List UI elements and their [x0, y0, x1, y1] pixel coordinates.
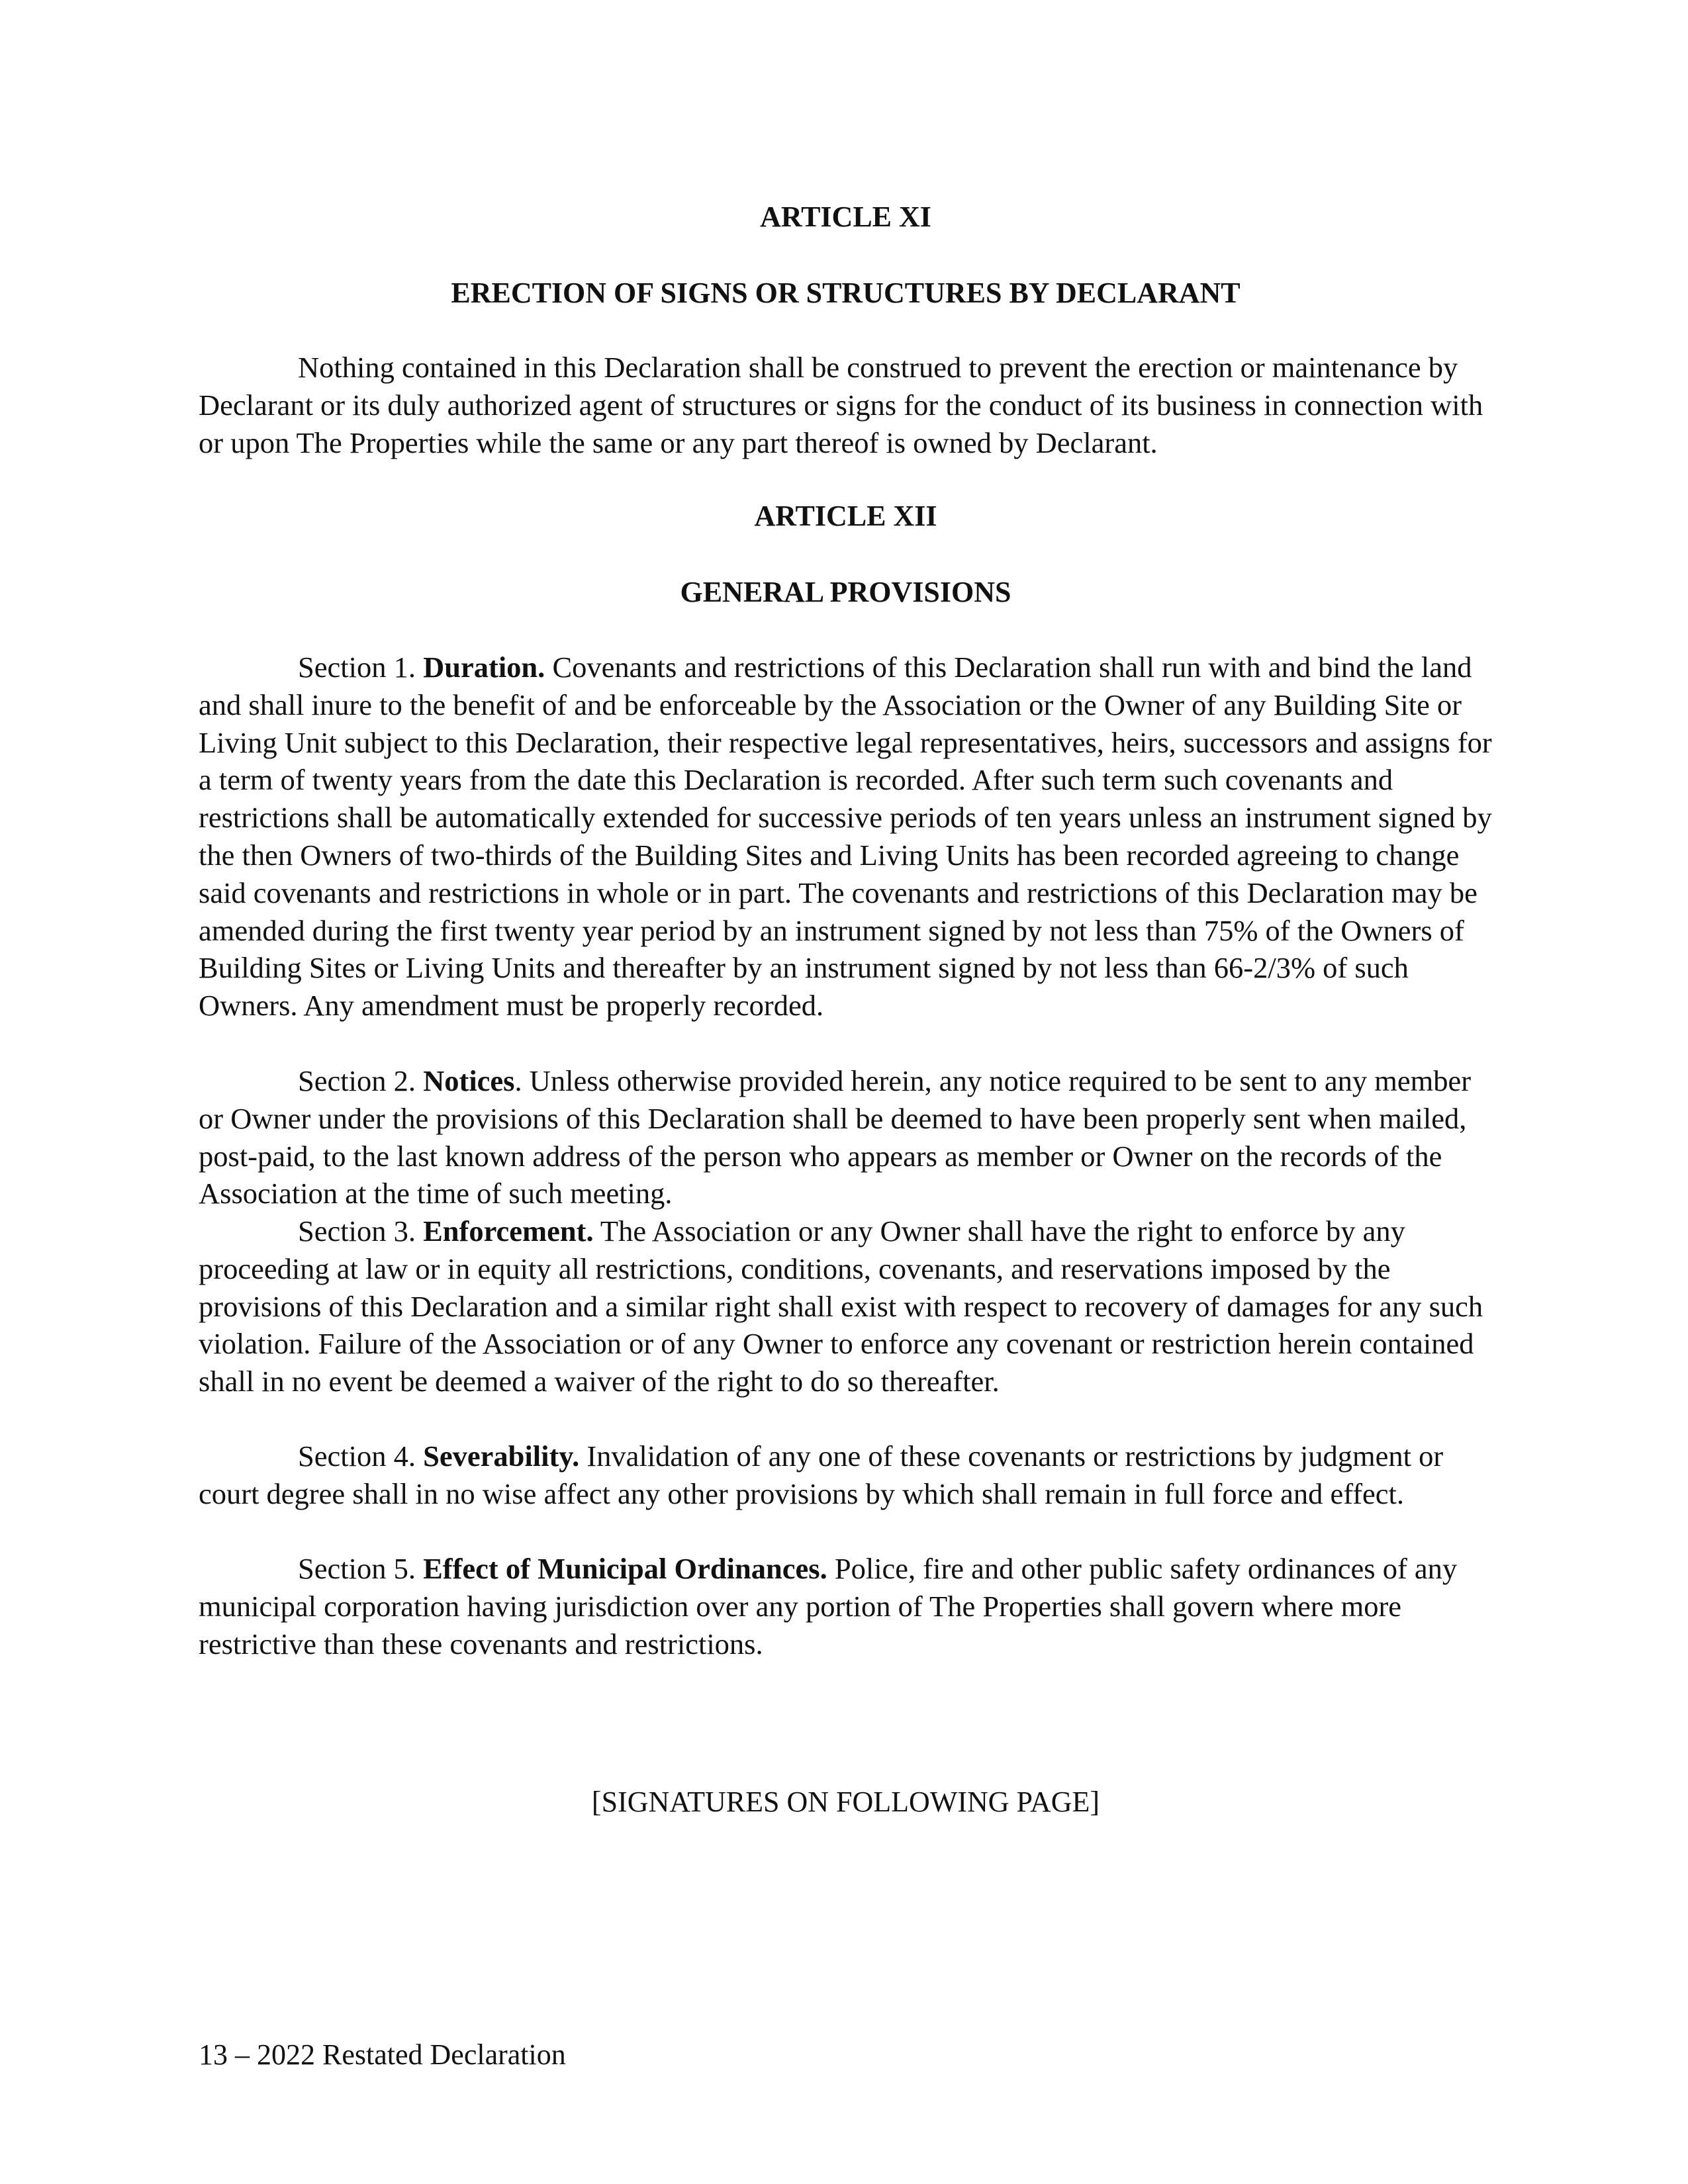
section-2-text: . Unless otherwise provided herein, any notice required to be sent to any member or Owner under the provisions of this Declaration shall be deemed to have been properly sent when mailed, post-paid, to the last known address of the person who appears as member or Owner on the records of the Association at the time of such meeting.: [199, 1064, 1472, 1210]
article-xi-title: ERECTION OF SIGNS OR STRUCTURES BY DECLARANT: [451, 277, 1241, 309]
section-2-notices: [199, 1062, 1493, 1212]
section-1-text: Covenants and restrictions of this Declaration shall run with and bind the land and shall inure to the benefit of and be enforceable by the Association or the Owner of any Building Site or Living Unit subject to this Declaration, their respective legal representatives, heirs, successors and assigns for a term of twenty years from the date this Declaration is recorded. After such term such covenants and restrictions shall be automatically extended for successive periods of ten years unless an instrument signed by the then Owners of two-thirds of the Building Sites and Living Units has been recorded agreeing to change said covenants and restrictions in whole or in part. The covenants and restrictions of this Declaration may be amended during the first twenty year period by an instrument signed by not less than 75% of the Owners of Building Sites or Living Units and thereafter by an instrument signed by not less than 66-2/3% of such Owners. Any amendment must be properly recorded.: [199, 651, 1492, 1023]
article-xi-heading: ARTICLE XI: [760, 201, 931, 233]
section-2-label: Notices: [423, 1064, 515, 1097]
article-xii-title: GENERAL PROVISIONS: [680, 576, 1011, 608]
page-footer: 13 – 2022 Restated Declaration: [199, 2038, 566, 2071]
document-page: [199, 0, 1493, 2184]
article-xii-heading: ARTICLE XII: [754, 500, 937, 532]
section-4-severability: [199, 1437, 1493, 1513]
section-4-text: Invalidation of any one of these covenants or restrictions by judgment or court degree shall in no wise affect any other provisions by which shall remain in full force and effect.: [199, 1439, 1444, 1510]
section-1-duration: [199, 649, 1493, 1024]
section-3-label: Enforcement.: [423, 1214, 594, 1248]
section-3-text: The Association or any Owner shall have the right to enforce by any proceeding at law or in equity all restrictions, conditions, covenants, and reservations imposed by the provisions of this Declaration and a similar right shall exist with respect to recovery of damages for any such violation. Failure of the Association or of any Owner to enforce any covenant or restriction herein contained shall in no event be deemed a waiver of the right to do so thereafter.: [199, 1214, 1483, 1398]
section-4-label: Severability.: [423, 1439, 580, 1473]
article-xi-body: Nothing contained in this Declaration shall be construed to prevent the erection or maintenance by Declarant or its duly authorized agent of structures or signs for the conduct of its business in connection with or upon The Properties while the same or any part thereof is owned by Declarant.: [199, 351, 1483, 459]
section-5-municipal-ordinances: [199, 1550, 1493, 1662]
section-3-prefix: Section 3.: [298, 1214, 424, 1248]
section-5-prefix: Section 5.: [298, 1552, 424, 1585]
section-1-label: Duration.: [423, 651, 545, 684]
section-3-enforcement: [199, 1212, 1493, 1400]
section-5-text: Police, fire and other public safety ordinances of any municipal corporation having jurisdiction over any portion of The Properties shall govern where more restrictive than these covenants and restrictions.: [199, 1552, 1458, 1661]
section-4-prefix: Section 4.: [298, 1439, 424, 1473]
signatures-note: [SIGNATURES ON FOLLOWING PAGE]: [591, 1786, 1100, 1818]
section-2-prefix: Section 2.: [298, 1064, 424, 1097]
section-1-prefix: Section 1.: [298, 651, 424, 684]
section-5-label: Effect of Municipal Ordinances.: [423, 1552, 827, 1585]
